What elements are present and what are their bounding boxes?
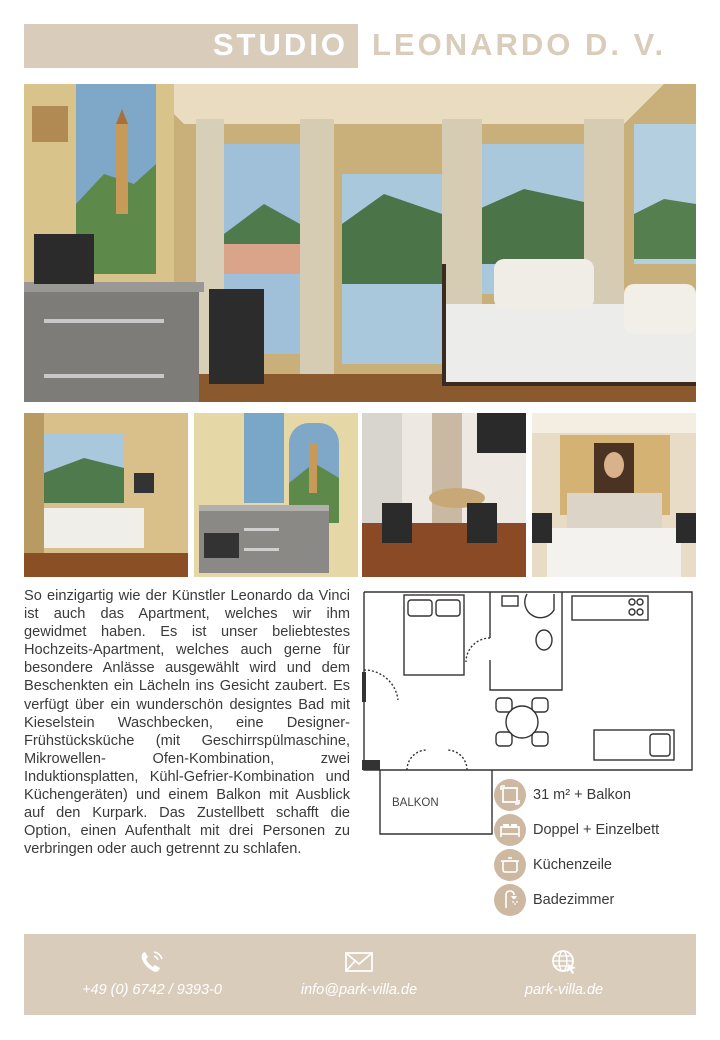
- website-url[interactable]: park-villa.de: [524, 982, 604, 998]
- balcony-label: BALKON: [392, 797, 439, 809]
- shower-icon: [494, 884, 526, 916]
- mail-icon: [343, 948, 375, 976]
- contact-email[interactable]: [259, 934, 459, 1015]
- feature-beds: [494, 813, 696, 847]
- thumb-kitchenette-mural: [194, 413, 358, 577]
- feature-floor-area: [494, 778, 696, 812]
- title-bar: [24, 24, 358, 68]
- feature-label: Badezimmer: [533, 892, 615, 908]
- title-apartment-name: LEONARDO D. V.: [372, 27, 667, 62]
- page-header: [24, 24, 696, 68]
- feature-label: Doppel + Einzelbett: [533, 822, 660, 838]
- feature-label: 31 m² + Balkon: [533, 787, 631, 803]
- thumb-bedroom-portrait: [532, 413, 696, 577]
- feature-kitchen: [494, 848, 696, 882]
- title-studio: STUDIO: [212, 27, 348, 62]
- feature-label: Küchenzeile: [533, 857, 612, 873]
- thumb-bedroom-window: [24, 413, 188, 577]
- contact-phone[interactable]: [52, 934, 252, 1015]
- bed-icon: [494, 814, 526, 846]
- floor-area-icon: [494, 779, 526, 811]
- email-address[interactable]: info@park-villa.de: [300, 982, 418, 998]
- globe-cursor-icon: [548, 948, 580, 976]
- contact-website[interactable]: [464, 934, 664, 1015]
- apartment-description: So einzigartig wie der Künstler Leonardo da Vinci ist auch das Apartment, welches wir ihm gewidmet haben. Es ist unser beliebtestes Hochzeits-Apartment, welches auch gerne für besondere Anlässe ausgewählt wird und dem Beschenkten ein Lächeln ins Gesicht zaubert. Es verfügt über ein wunderschön designtes Bad mit Kieselstein Waschbecken, eine Designer-Frühstücksküche (mit Geschirrspülmaschine, Mikrowellen- Ofen-Kombination, zwei Induktionsplatten, Kühl-Gefrier-Kombination und Küchengeräten) und einem Balkon mit Ausblick auf den Kurpark. Das Zustellbett schafft die Option, einen Aufenthalt mit drei Personen zu verbringen oder auch getrennt zu schlafen.: [24, 588, 350, 858]
- thumb-dining-table: [362, 413, 526, 577]
- phone-number[interactable]: +49 (0) 6742 / 9393-0: [82, 982, 222, 998]
- contact-footer: [24, 934, 696, 1015]
- kitchen-pot-icon: [494, 849, 526, 881]
- hero-photo: [24, 84, 696, 402]
- phone-icon: [136, 948, 168, 976]
- feature-bathroom: [494, 883, 696, 917]
